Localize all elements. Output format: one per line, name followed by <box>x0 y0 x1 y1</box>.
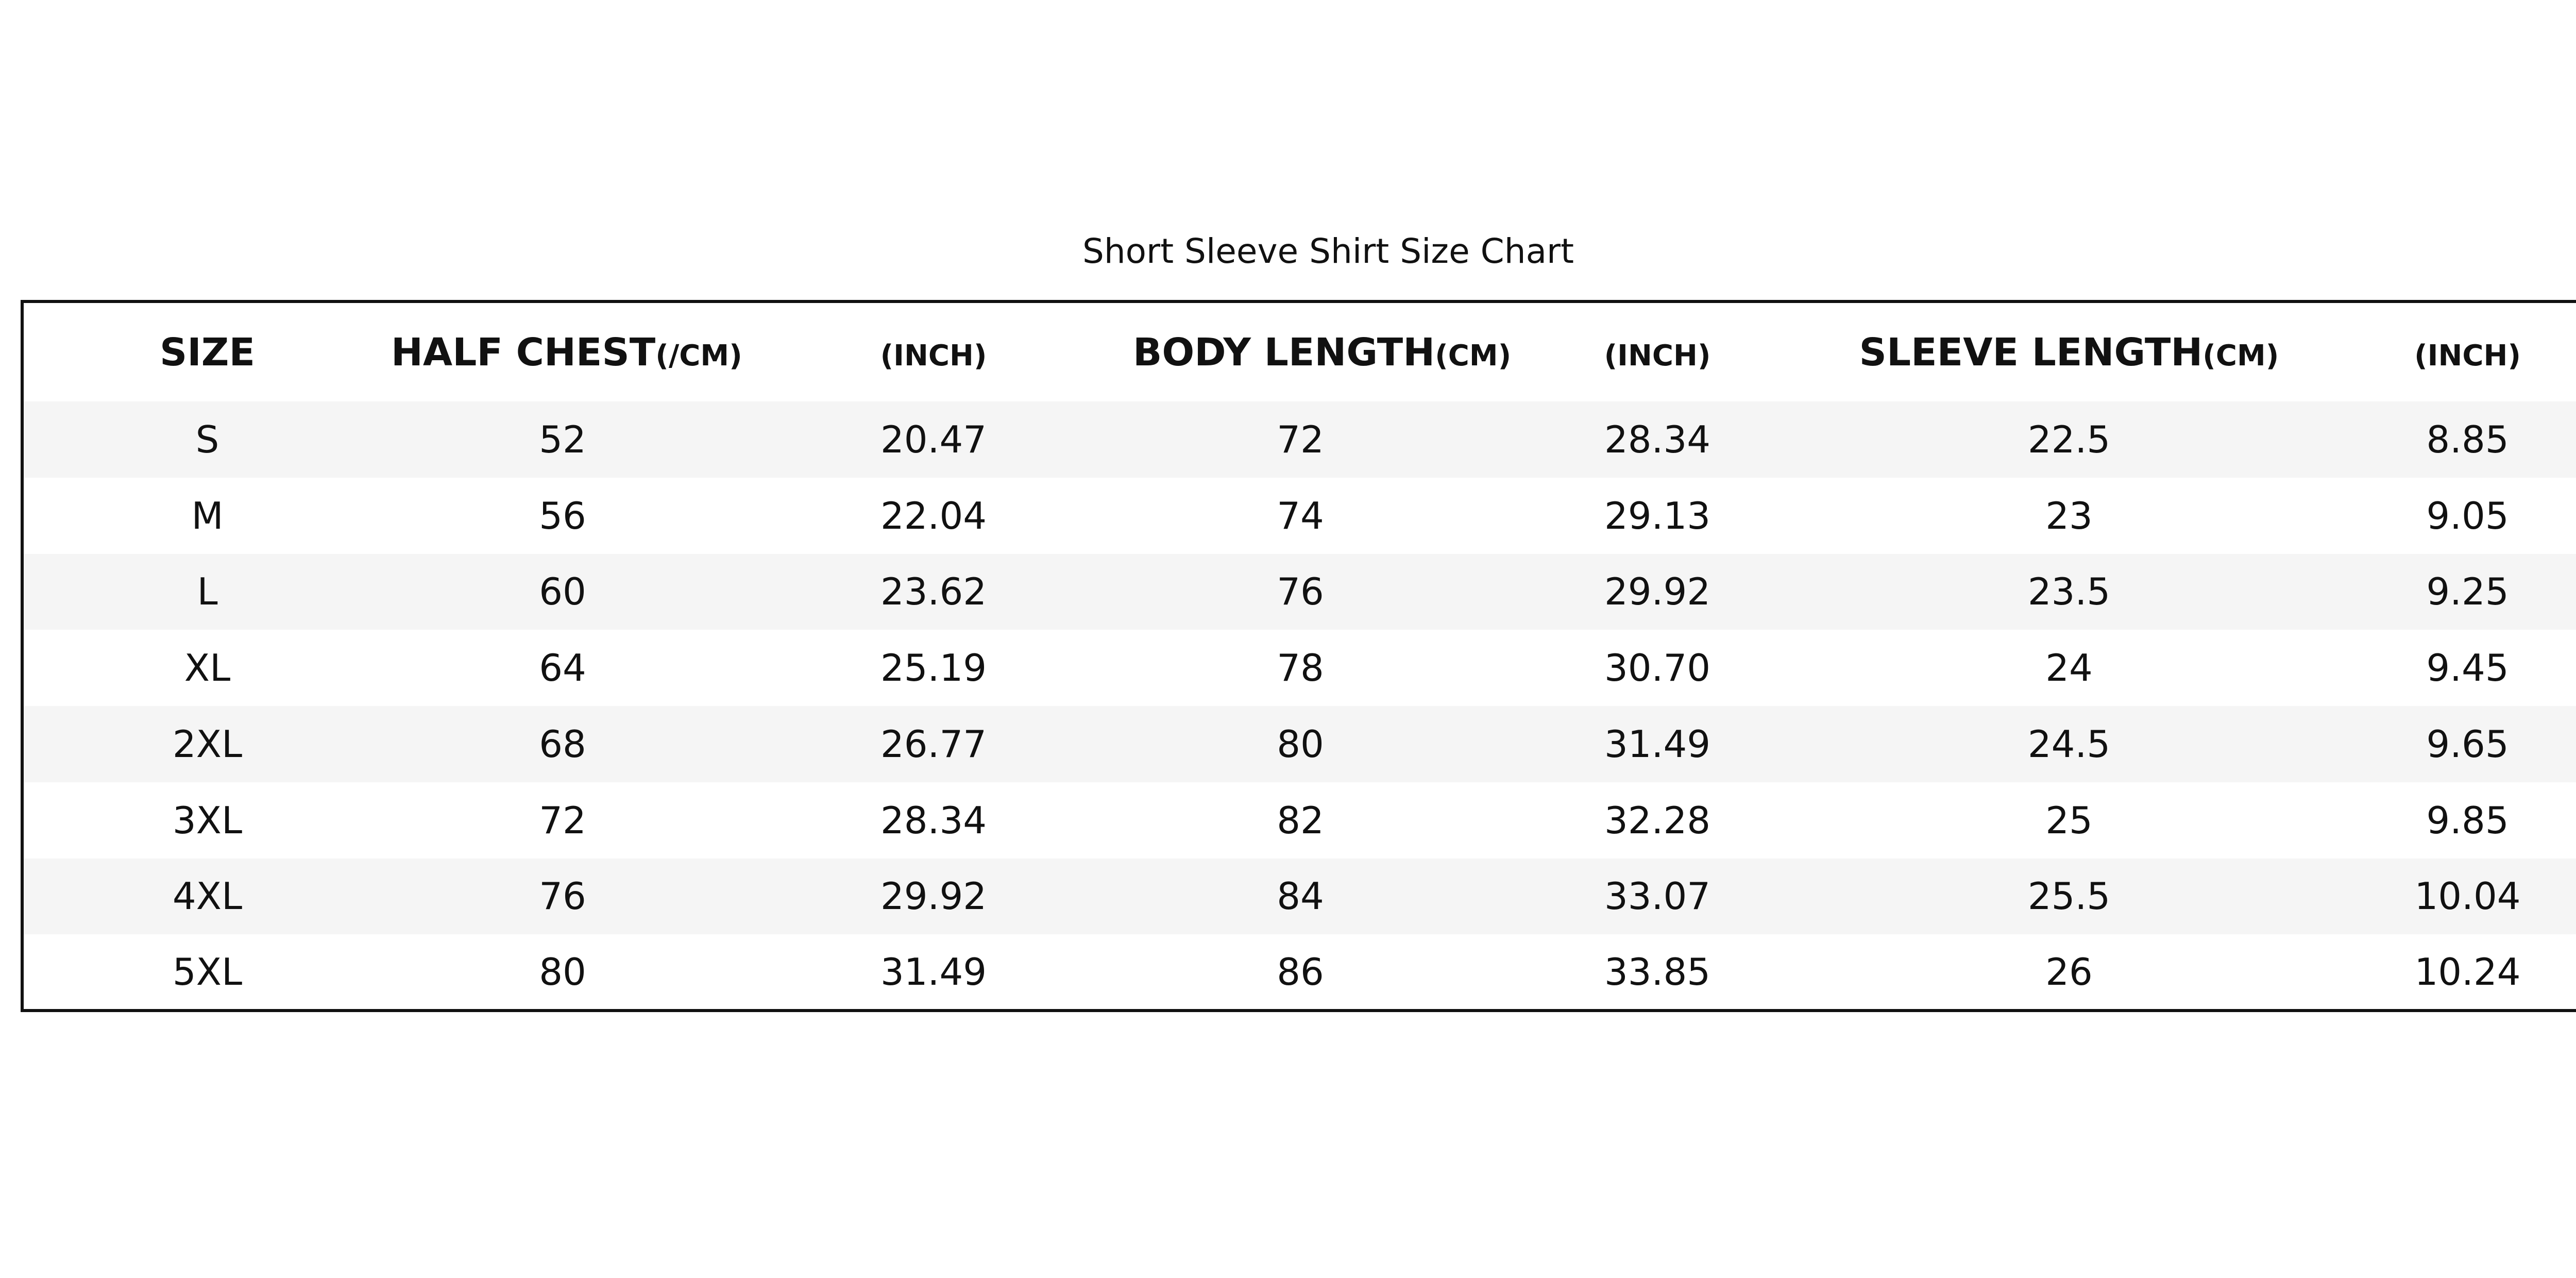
cell-half-chest-inch: 25.19 <box>880 646 987 690</box>
cell-half-chest-inch: 31.49 <box>880 950 987 994</box>
cell-sleeve-length-inch: 8.85 <box>2426 417 2509 461</box>
table-row <box>22 630 2576 706</box>
cell-body-length-inch: 31.49 <box>1604 722 1711 766</box>
table-row <box>22 706 2576 782</box>
cell-body-length-cm: 82 <box>1277 798 1324 842</box>
cell-half-chest-cm: 68 <box>539 722 586 766</box>
cell-sleeve-length-cm: 26 <box>2045 950 2093 994</box>
cell-half-chest-cm: 64 <box>539 646 586 690</box>
cell-size: M <box>191 494 224 537</box>
header-sleeve-length-label: SLEEVE LENGTH <box>1859 330 2203 375</box>
header-half-chest-label: HALF CHEST <box>391 330 656 375</box>
chart-title: Short Sleeve Shirt Size Chart <box>1082 231 1574 271</box>
cell-sleeve-length-cm: 23 <box>2045 494 2093 537</box>
cell-body-length-cm: 72 <box>1277 417 1324 461</box>
header-sleeve-length-inch-unit: (INCH) <box>2414 339 2521 373</box>
cell-body-length-inch: 33.85 <box>1604 950 1711 994</box>
cell-sleeve-length-cm: 23.5 <box>2027 570 2111 614</box>
cell-sleeve-length-cm: 25 <box>2045 798 2093 842</box>
cell-half-chest-inch: 26.77 <box>880 722 987 766</box>
header-half-chest-inch <box>734 301 1133 401</box>
header-sleeve-length-inch <box>2291 301 2576 401</box>
cell-body-length-inch: 33.07 <box>1604 875 1711 918</box>
cell-body-length-cm: 74 <box>1277 494 1324 537</box>
cell-size: S <box>195 417 219 461</box>
header-body-length-inch <box>1468 301 1847 401</box>
cell-size: 5XL <box>172 950 243 994</box>
cell-size: L <box>197 570 218 614</box>
cell-half-chest-cm: 76 <box>539 875 586 918</box>
table-row <box>22 401 2576 478</box>
header-sleeve-length-unit: (CM) <box>2202 339 2279 373</box>
cell-body-length-cm: 80 <box>1277 722 1324 766</box>
header-body-length-label: BODY LENGTH <box>1133 330 1435 375</box>
table-row <box>22 554 2576 630</box>
cell-sleeve-length-inch: 10.24 <box>2414 950 2521 994</box>
header-sleeve-length <box>1847 301 2291 401</box>
table-body <box>22 401 2576 1011</box>
table-row <box>22 934 2576 1011</box>
cell-half-chest-inch: 23.62 <box>880 570 987 614</box>
cell-half-chest-cm: 72 <box>539 798 586 842</box>
header-row <box>22 301 2576 401</box>
size-chart-table <box>21 300 2576 1012</box>
cell-size: 3XL <box>172 798 243 842</box>
cell-sleeve-length-cm: 22.5 <box>2027 417 2111 461</box>
header-half-chest-unit: (/CM) <box>655 339 742 373</box>
cell-sleeve-length-inch: 9.85 <box>2426 798 2509 842</box>
header-body-length <box>1133 301 1512 401</box>
header-size <box>22 301 391 401</box>
cell-sleeve-length-inch: 9.05 <box>2426 494 2509 537</box>
header-body-length-inch-unit: (INCH) <box>1604 339 1711 373</box>
cell-body-length-cm: 86 <box>1277 950 1324 994</box>
cell-size: 2XL <box>172 722 243 766</box>
cell-half-chest-cm: 56 <box>539 494 586 537</box>
cell-body-length-cm: 78 <box>1277 646 1324 690</box>
cell-half-chest-cm: 60 <box>539 570 586 614</box>
cell-half-chest-inch: 20.47 <box>880 417 987 461</box>
cell-half-chest-cm: 80 <box>539 950 586 994</box>
header-half-chest-inch-unit: (INCH) <box>880 339 987 373</box>
cell-body-length-inch: 28.34 <box>1604 417 1711 461</box>
cell-half-chest-inch: 22.04 <box>880 494 987 537</box>
cell-sleeve-length-inch: 9.65 <box>2426 722 2509 766</box>
cell-body-length-inch: 32.28 <box>1604 798 1711 842</box>
cell-half-chest-inch: 29.92 <box>880 875 987 918</box>
table-header <box>22 301 2576 401</box>
cell-sleeve-length-inch: 9.45 <box>2426 646 2509 690</box>
header-half-chest <box>391 301 742 401</box>
table-row <box>22 859 2576 935</box>
cell-size: 4XL <box>172 875 243 918</box>
cell-body-length-cm: 84 <box>1277 875 1324 918</box>
cell-sleeve-length-inch: 10.04 <box>2414 875 2521 918</box>
cell-sleeve-length-cm: 24 <box>2045 646 2093 690</box>
cell-body-length-cm: 76 <box>1277 570 1324 614</box>
cell-half-chest-inch: 28.34 <box>880 798 987 842</box>
cell-body-length-inch: 29.92 <box>1604 570 1711 614</box>
table-row <box>22 478 2576 554</box>
header-body-length-unit: (CM) <box>1435 339 1512 373</box>
cell-half-chest-cm: 52 <box>539 417 586 461</box>
cell-sleeve-length-cm: 25.5 <box>2027 875 2111 918</box>
table-row <box>22 782 2576 859</box>
cell-body-length-inch: 29.13 <box>1604 494 1711 537</box>
cell-body-length-inch: 30.70 <box>1604 646 1711 690</box>
header-size-label: SIZE <box>159 330 256 375</box>
cell-size: XL <box>184 646 231 690</box>
cell-sleeve-length-inch: 9.25 <box>2426 570 2509 614</box>
cell-sleeve-length-cm: 24.5 <box>2027 722 2111 766</box>
